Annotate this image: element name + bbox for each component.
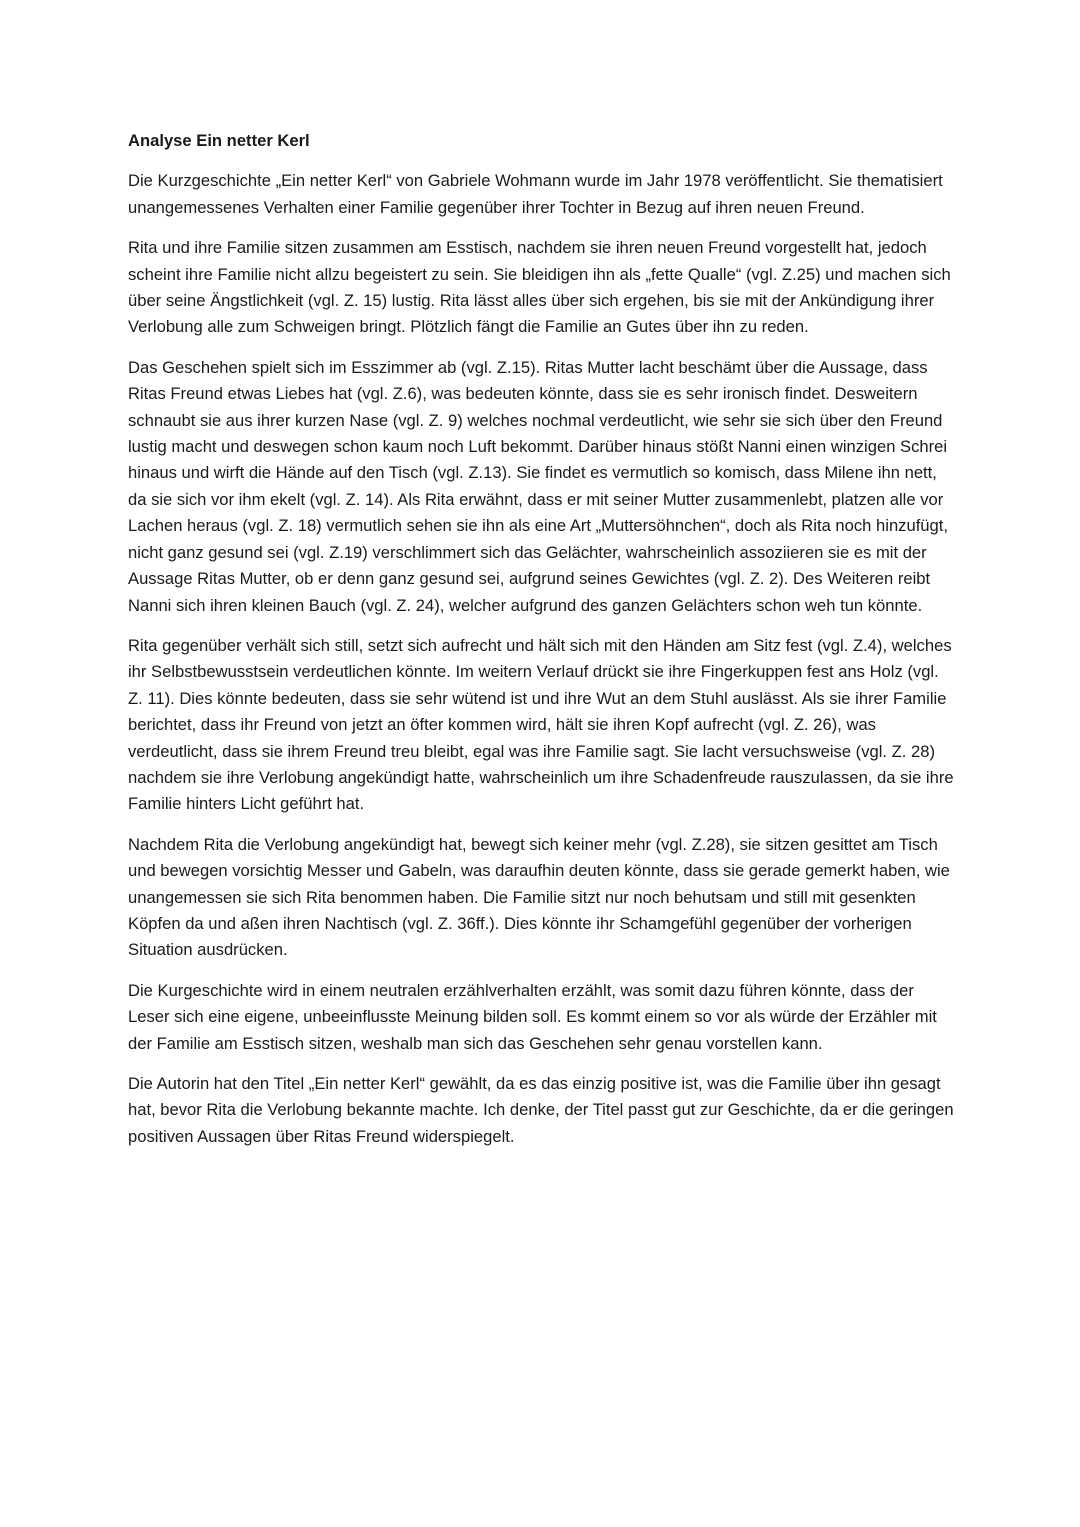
paragraph-after-engagement: Nachdem Rita die Verlobung angekündigt hat, bewegt sich keiner mehr (vgl. Z.28), sie sitzen gesittet am Tisch und bewegen vorsichtig Messer und Gabeln, was daraufhin deuten könnte, dass sie gerade gemerkt haben, wie unangemessen sie sich Rita benommen haben. Die Familie sitzt nur noch behutsam und still mit gesenkten Köpfen da und aßen ihren Nachtisch (vgl. Z. 36ff.). Dies könnte ihr Schamgefühl gegenüber der vorherigen Situation ausdrücken. <box>128 834 950 960</box>
paragraph-title-interpretation: Die Autorin hat den Titel „Ein netter Kerl“ gewählt, da es das einzig positive ist, was die Familie über ihn gesagt hat, bevor Rita die Verlobung bekannte machte. Ich denke, der Titel passt gut zur Geschichte, da er die geringen positiven Aussagen über Ritas Freund widerspiegelt. <box>128 1074 954 1146</box>
paragraph-rita-analysis: Rita gegenüber verhält sich still, setzt sich aufrecht und hält sich mit den Händen am Sitz fest (vgl. Z.4), welches ihr Selbstbewusstsein verdeutlichen könnte. Im weitern Verlauf drückt sie ihre Fingerkuppen fest ans Holz (vgl. Z. 11). Dies könnte bedeuten, dass sie sehr wütend ist und ihre Wut an dem Stuhl auslässt. Als sie ihrer Familie berichtet, dass ihr Freund von jetzt an öfter kommen wird, hält sie ihren Kopf aufrecht (vgl. Z. 26), was verdeutlicht, dass sie ihrem Freund treu bleibt, egal was ihre Familie sagt. Sie lacht versuchsweise (vgl. Z. 28) nachdem sie ihre Verlobung angekündigt hatte, wahrscheinlich um ihre Schadenfreude rauszulassen, da sie ihre Familie hinters Licht geführt hat. <box>128 635 954 814</box>
document-title: Analyse Ein netter Kerl <box>128 131 310 150</box>
paragraph-introduction: Die Kurzgeschichte „Ein netter Kerl“ von Gabriele Wohmann wurde im Jahr 1978 veröffentlicht. Sie thematisiert unangemessenes Verhalten einer Familie gegenüber ihrer Tochter in Bezug auf ihren neuen Freund. <box>128 171 943 217</box>
paragraph-narrative-perspective: Die Kurgeschichte wird in einem neutralen erzählverhalten erzählt, was somit dazu führen könnte, dass der Leser sich eine eigene, unbeeinflusste Meinung bilden soll. Es kommt einem so vor als würde der Erzähler mit der Familie am Esstisch sitzen, weshalb man sich das Geschehen sehr genau vorstellen kann. <box>128 980 937 1053</box>
paragraph-family-analysis: Das Geschehen spielt sich im Esszimmer ab (vgl. Z.15). Ritas Mutter lacht beschämt über die Aussage, dass Ritas Freund etwas Liebes hat (vgl. Z.6), was bedeuten könnte, dass sie es sehr ironisch findet. Desweitern schnaubt sie aus ihrer kurzen Nase (vgl. Z. 9) welches nochmal verdeutlicht, wie sehr sie sich über den Freund lustig macht und deswegen schon kaum noch Luft bekommt. Darüber hinaus stößt Nanni einen winzigen Schrei hinaus und wirft die Hände auf den Tisch (vgl. Z.13). Sie findet es vermutlich so komisch, dass Milene ihn nett, da sie sich vor ihm ekelt (vgl. Z. 14). Als Rita erwähnt, dass er mit seiner Mutter zusammenlebt, platzen alle vor Lachen heraus (vgl. Z. 18) vermutlich sehen sie ihn als eine Art „Muttersöhnchen“, doch als Rita noch hinzufügt, nicht ganz gesund sei (vgl. Z.19) verschlimmert sich das Gelächter, wahrscheinlich assoziieren sie es mit der Aussage Ritas Mutter, ob er denn ganz gesund sei, aufgrund seines Gewichtes (vgl. Z. 2). Des Weiteren reibt Nanni sich ihren kleinen Bauch (vgl. Z. 24), welcher aufgrund des ganzen Gelächters schon weh tun könnte. <box>128 357 948 615</box>
document-body <box>128 128 958 1164</box>
paragraph-summary: Rita und ihre Familie sitzen zusammen am Esstisch, nachdem sie ihren neuen Freund vorgestellt hat, jedoch scheint ihre Familie nicht allzu begeistert zu sein. Sie bleidigen ihn als „fette Qualle“ (vgl. Z.25) und machen sich über seine Ängstlichkeit (vgl. Z. 15) lustig. Rita lässt alles über sich ergehen, bis sie mit der Ankündigung ihrer Verlobung alle zum Schweigen bringt. Plötzlich fängt die Familie an Gutes über ihn zu reden. <box>128 238 951 337</box>
